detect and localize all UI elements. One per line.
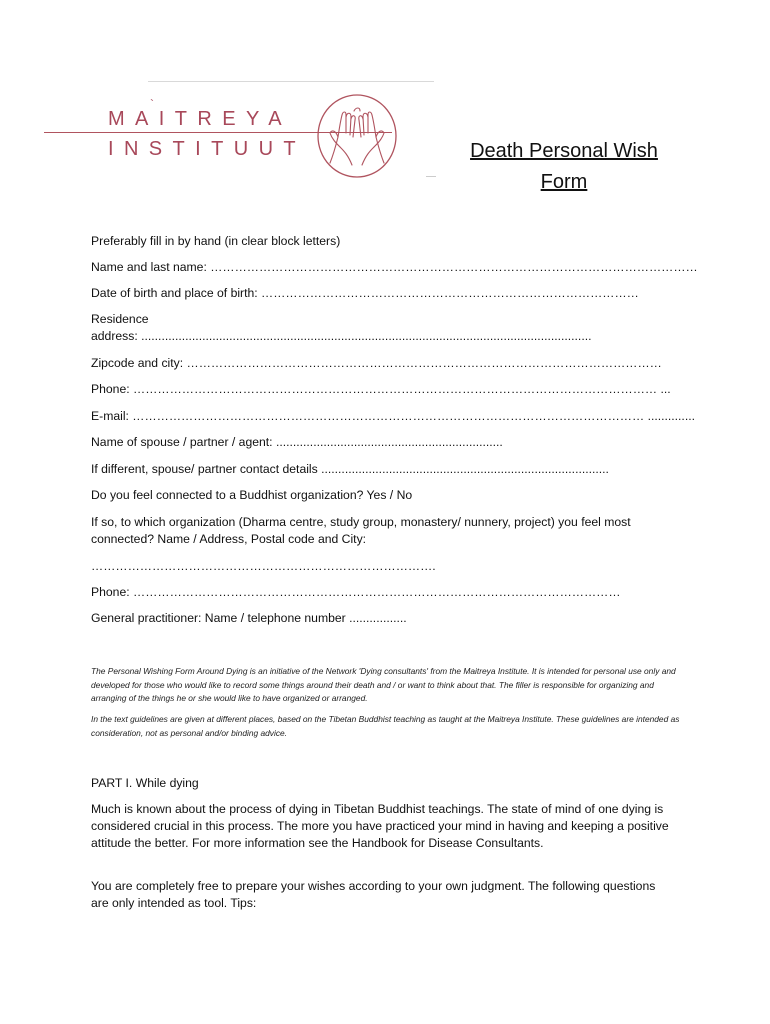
phone-field[interactable]: Phone: ………………………………………………………………………………………………………………… ... — [91, 382, 671, 396]
title-line-1: Death Personal Wish — [470, 140, 658, 162]
email-field[interactable]: E-mail: ……………………………………………………………………………………………………………… .............. — [91, 409, 695, 423]
spouse-field[interactable]: Name of spouse / partner / agent: ................................................................... — [91, 435, 503, 449]
logo-word-instituut: INSTITUUT — [108, 138, 307, 160]
org-details-field[interactable]: …………………………………………………………………………. — [91, 559, 436, 573]
practitioner-field[interactable]: General practitioner: Name / telephone number ................. — [91, 611, 407, 625]
instruction-text: Preferably fill in by hand (in clear block letters) — [91, 234, 341, 248]
buddhist-org-question[interactable]: Do you feel connected to a Buddhist organization? Yes / No — [91, 488, 413, 502]
logo-accent-mark: ` — [150, 97, 154, 111]
zipcode-field[interactable]: Zipcode and city: ……………………………………………………………………………………………………… — [91, 356, 662, 370]
logo-top-divider — [148, 81, 434, 82]
intro-paragraph-2: In the text guidelines are given at different places, based on the Tibetan Buddhist teaching as taught at the Maitreya Institute. These guidelines are intended as consideration, not as personal and/or binding advice. — [91, 714, 680, 738]
name-field[interactable]: Name and last name: ………………………………………………………………………………………………………… — [91, 260, 698, 274]
title-line-2: Form — [540, 171, 588, 193]
part1-heading: PART I. While dying — [91, 776, 199, 790]
hands-emblem-icon — [316, 93, 398, 179]
part1-paragraph-2: You are completely free to prepare your wishes according to your own judgment. The following questions are only intended as tool. Tips: — [91, 879, 656, 910]
part1-paragraph-1: Much is known about the process of dying in Tibetan Buddhist teachings. The state of mind of one dying is considered crucial in this process. The more you have practiced your mind in having and keeping a positive attitude the better. For more information see the Handbook for Disease Consultants. — [91, 802, 669, 850]
logo-word-maitreya: MAITREYA — [108, 108, 292, 130]
residence-address-field[interactable]: address: ..................................................................................................................................... — [91, 329, 592, 343]
page-title — [440, 136, 688, 198]
spouse-contact-field[interactable]: If different, spouse/ partner contact details ..................................................................................... — [91, 462, 609, 476]
org-phone-field[interactable]: Phone: ………………………………………………………………………………………………………… — [91, 585, 621, 599]
residence-label: Residence — [91, 312, 149, 326]
which-org-question: If so, to which organization (Dharma centre, study group, monastery/ nunnery, project) you feel most connected? Name / Address, Postal code and City: — [91, 515, 631, 546]
intro-paragraph-1: The Personal Wishing Form Around Dying is an initiative of the Network 'Dying consultants' from the Maitreya Institute. It is intended for personal use only and developed for those who would like to record some things around their death and / or want to think about that. The filler is responsible for organizing and arranging of the things he or she would like to have organized or arranged. — [91, 666, 676, 704]
birth-field[interactable]: Date of birth and place of birth: ………………………………………………………………………………… — [91, 286, 639, 300]
header-dash — [426, 176, 436, 177]
